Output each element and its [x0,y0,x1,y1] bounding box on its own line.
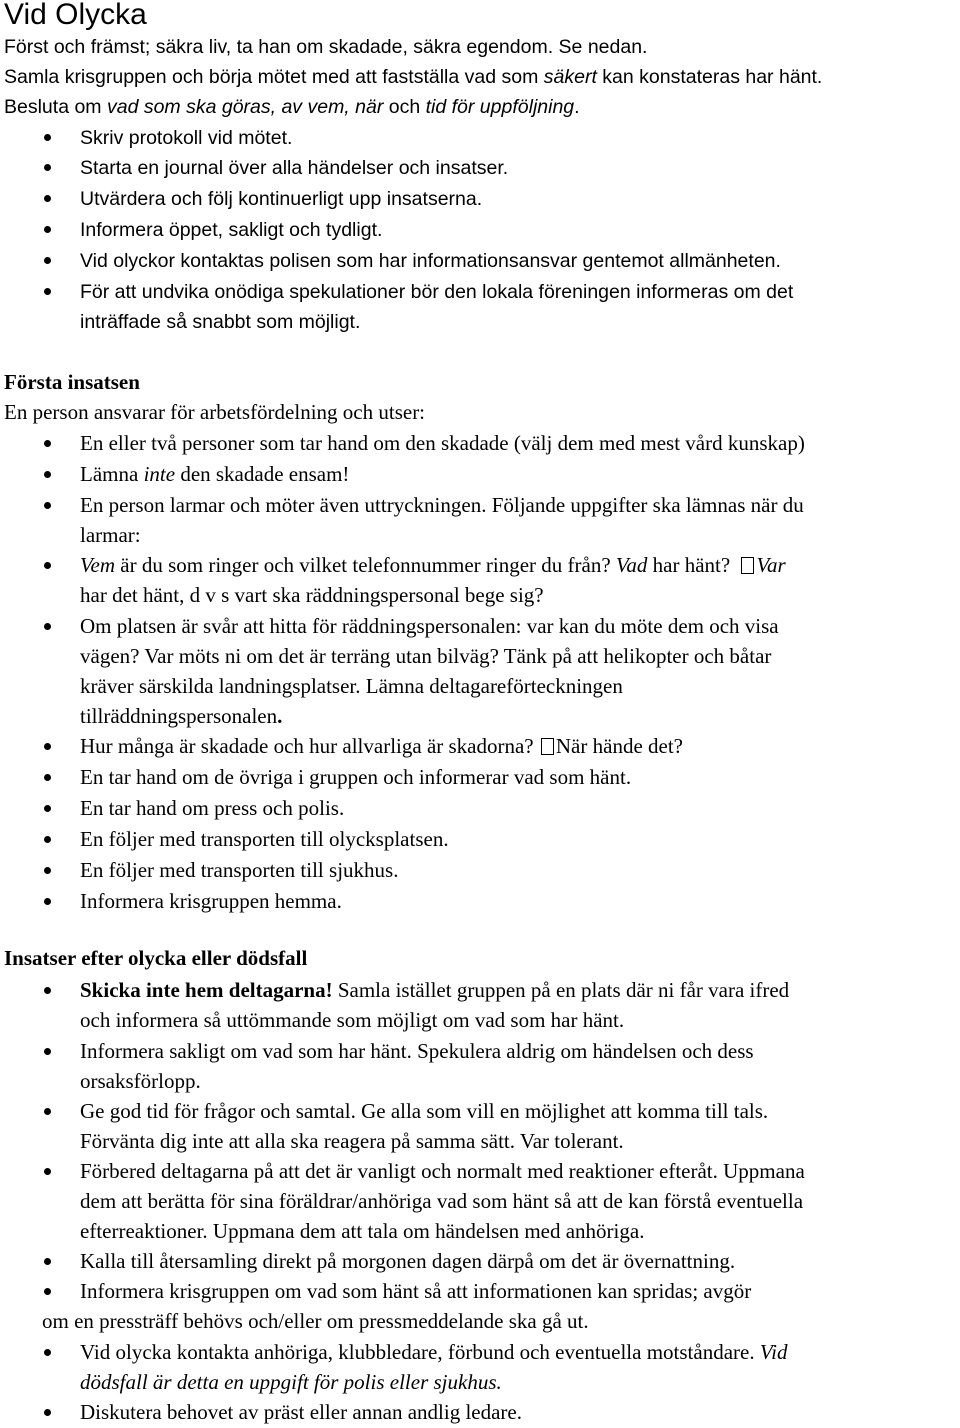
list-item-continuation: dödsfall är detta en uppgift för polis eller sjukhus. [80,1370,502,1394]
list-item-continuation: inträffade så snabbt som möjligt. [80,311,361,333]
list-item-continuation: tillräddningspersonalen. [80,704,283,728]
bullet-icon [44,1349,51,1356]
bullet-icon [44,1288,51,1295]
list-item: Lämna inte den skadade ensam! [80,462,350,486]
list-item-continuation: Förvänta dig inte att alla ska reagera på samma sätt. Var tolerant. [80,1129,624,1153]
bullet-icon [44,1168,51,1175]
list-item: Informera krisgruppen hemma. [80,889,342,913]
list-item: En tar hand om press och polis. [80,796,345,820]
list-item: För att undvika onödiga spekulationer bör den lokala föreningen informeras om det [80,281,794,303]
list-item-continuation: och informera så uttömmande som möjligt om vad som har hänt. [80,1008,625,1032]
list-item: Kalla till återsamling direkt på morgonen dagen därpå om det är övernattning. [80,1249,736,1273]
list-item: En person larmar och möter även uttryckningen. Följande uppgifter ska lämnas när du [80,493,804,517]
list-item: En följer med transporten till sjukhus. [80,858,399,882]
list-item: Diskutera behovet av präst eller annan andlig ledare. [80,1400,522,1424]
list-item: En följer med transporten till olycksplatsen. [80,827,449,851]
bullet-icon [44,867,51,874]
bullet-icon [44,987,51,994]
section-heading-after-accident: Insatser efter olycka eller dödsfall [4,946,308,970]
list-item: Hur många är skadade och hur allvarliga är skadorna? När hände det? [80,734,683,758]
bullet-icon [44,836,51,843]
bullet-icon [44,1409,51,1416]
list-item: Vid olycka kontakta anhöriga, klubbledare, förbund och eventuella motståndare. Vid [80,1340,788,1364]
bullet-icon [44,774,51,781]
list-item: Skicka inte hem deltagarna! Samla istället gruppen på en plats där ni får vara ifred [80,978,790,1002]
list-item-continuation: orsaksförlopp. [80,1069,201,1093]
list-item: Om platsen är svår att hitta för räddningspersonalen: var kan du möte dem och visa [80,614,779,638]
bullet-icon [44,288,51,295]
bullet-icon [44,805,51,812]
list-item: Vid olyckor kontaktas polisen som har informationsansvar gentemot allmänheten. [80,250,781,272]
list-item-continuation: vägen? Var möts ni om det är terräng utan bilväg? Tänk på att helikopter och båtar [80,644,772,668]
bullet-icon [44,1258,51,1265]
list-item: Vem är du som ringer och vilket telefonnummer ringer du från? Vad har hänt? Var [80,553,786,577]
list-item: Informera krisgruppen om vad som hänt så att informationen kan spridas; avgör [80,1279,752,1303]
missing-glyph-icon [741,557,754,574]
bullet-icon [44,134,51,141]
section-heading-first-response: Första insatsen [4,370,140,394]
list-item-continuation: dem att berätta för sina föräldrar/anhöriga vad som hänt så att de kan förstå eventuella [80,1189,804,1213]
bullet-icon [44,623,51,630]
intro-line-1: Först och främst; säkra liv, ta han om skadade, säkra egendom. Se nedan. [4,36,648,58]
list-item-continuation: om en pressträff behövs och/eller om pressmeddelande ska gå ut. [42,1309,589,1333]
list-item: En tar hand om de övriga i gruppen och informerar vad som hänt. [80,765,632,789]
list-item: Skriv protokoll vid mötet. [80,127,293,149]
intro-line-2: Samla krisgruppen och börja mötet med att fastställa vad som säkert kan konstateras har hänt. [4,66,823,88]
missing-glyph-icon [541,738,554,755]
bullet-icon [44,562,51,569]
list-item: Förbered deltagarna på att det är vanligt och normalt med reaktioner efteråt. Uppmana [80,1159,805,1183]
bullet-icon [44,226,51,233]
bullet-icon [44,440,51,447]
bullet-icon [44,195,51,202]
bullet-icon [44,502,51,509]
list-item: Informera sakligt om vad som har hänt. Spekulera aldrig om händelsen och dess [80,1039,754,1063]
list-item: Starta en journal över alla händelser och insatser. [80,157,509,179]
bullet-icon [44,1048,51,1055]
bullet-icon [44,471,51,478]
list-item: En eller två personer som tar hand om den skadade (välj dem med mest vård kunskap) [80,431,805,455]
list-item: Ge god tid för frågor och samtal. Ge alla som vill en möjlighet att komma till tals. [80,1099,769,1123]
list-item-continuation: har det hänt, d v s vart ska räddningspersonal bege sig? [80,583,544,607]
section-intro: En person ansvarar för arbetsfördelning och utser: [4,400,426,424]
bullet-icon [44,743,51,750]
bullet-icon [44,164,51,171]
page-title: Vid Olycka [4,0,147,31]
list-item-continuation: efterreaktioner. Uppmana dem att tala om händelsen med anhöriga. [80,1219,645,1243]
list-item-continuation: kräver särskilda landningsplatser. Lämna deltagareförteckningen [80,674,623,698]
bullet-icon [44,1108,51,1115]
bullet-icon [44,898,51,905]
bullet-icon [44,257,51,264]
list-item: Utvärdera och följ kontinuerligt upp insatserna. [80,188,483,210]
list-item-continuation: larmar: [80,523,141,547]
intro-line-3: Besluta om vad som ska göras, av vem, när och tid för uppföljning. [4,96,580,118]
list-item: Informera öppet, sakligt och tydligt. [80,219,383,241]
